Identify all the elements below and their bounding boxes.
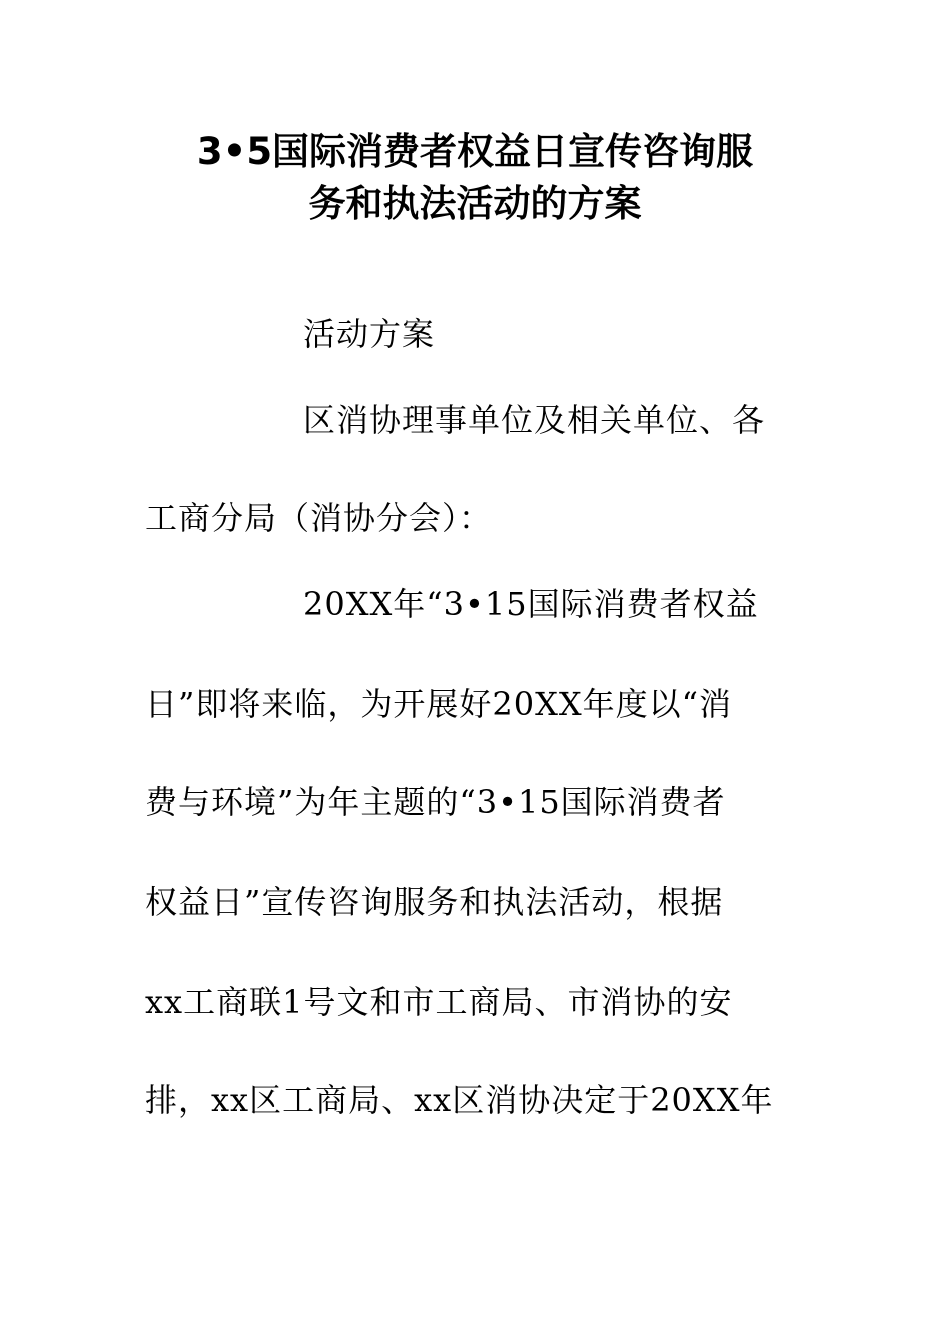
body-line-6: 权益日”宣传咨询服务和执法活动，根据 <box>145 883 724 921</box>
body-line-4: 日”即将来临，为开展好20XX年度以“消 <box>145 685 733 723</box>
body-line-3: 20XX年“3•15国际消费者权益 <box>303 585 759 623</box>
body-line-2: 工商分局（消协分会）： <box>145 499 493 537</box>
document-title-line-1: 3•5国际消费者权益日宣传咨询服 <box>196 130 754 173</box>
document-subtitle: 活动方案 <box>303 315 436 353</box>
body-line-7: xx工商联1号文和市工商局、市消协的安 <box>145 983 733 1021</box>
body-line-1: 区消协理事单位及相关单位、各 <box>303 401 766 439</box>
body-line-5: 费与环境”为年主题的“3•15国际消费者 <box>145 783 726 821</box>
body-line-8: 排，xx区工商局、xx区消协决定于20XX年 <box>145 1081 774 1119</box>
document-title-line-2: 务和执法活动的方案 <box>308 182 642 225</box>
